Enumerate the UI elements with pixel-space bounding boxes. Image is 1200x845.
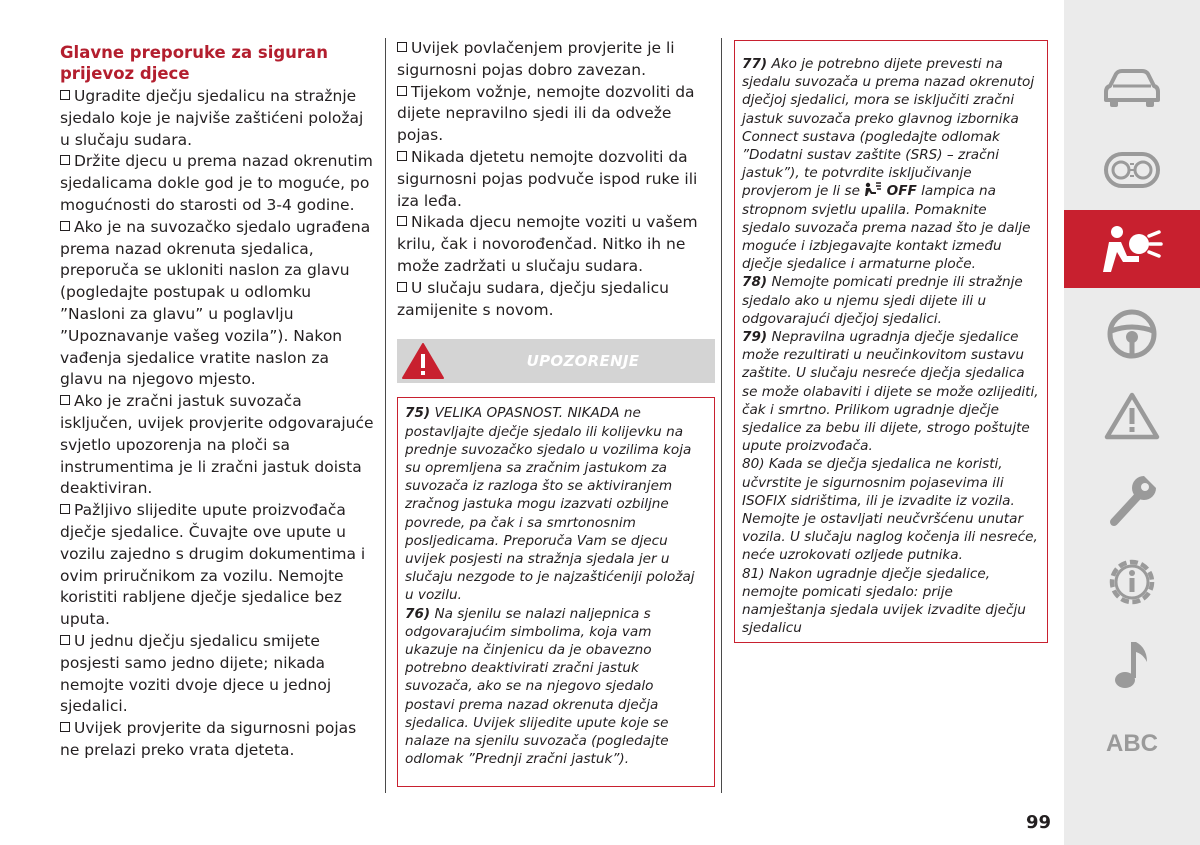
bullet-item: Ako je zračni jastuk suvozača isključen, uvijek provjerite odgovarajuće svjetlo upozorenja na ploči sa instrumentima je li zračni jastuk doista deaktiviran. [60, 392, 374, 498]
column-3 [734, 40, 1048, 643]
page-number: 99 [1026, 812, 1052, 833]
checkbox-bullet-icon [60, 155, 70, 165]
checkbox-bullet-icon [397, 86, 407, 96]
info-gear-icon[interactable] [1090, 540, 1174, 624]
column-1 [60, 38, 375, 762]
bullet-item: Nikada djetetu nemojte dozvoliti da sigurnosni pojas podvuče ispod ruke ili iza leđa. [397, 147, 698, 210]
passenger-airbag-off-icon [864, 182, 882, 197]
column-2 [397, 38, 715, 787]
airbag-safety-icon[interactable] [1090, 208, 1174, 292]
checkbox-bullet-icon [60, 722, 70, 732]
music-note-icon[interactable] [1090, 622, 1174, 706]
warning-notes-box [734, 40, 1048, 643]
checkbox-bullet-icon [397, 42, 407, 52]
warning-notes-box [397, 397, 715, 787]
bullet-item: Držite djecu u prema nazad okrenutim sjedalicama dokle god je to moguće, po mogućnosti do starosti od 3-4 godine. [60, 152, 373, 214]
checkbox-bullet-icon [60, 635, 70, 645]
checkbox-bullet-icon [397, 282, 407, 292]
warning-note: 80) Kada se dječja sjedalica ne koristi, učvrstite je sigurnosnim pojasevima ili ISOFIX sidrištima, ili je izvadite iz vozila. Nemojte je ostavljati neučvršćenu unutar vozila. U slučaju naglog kočenja ili nesreće, neće uzrokovati ozljede putnika. [742, 456, 1038, 564]
bullet-list-2 [397, 38, 715, 321]
warning-note: 79) Nepravilna ugradnja dječje sjedalice može rezultirati u neučinkovitom sustavu zaštite. U slučaju nesreće dječja sjedalica se može olabaviti i dijete se može ozlijediti, čak i smrtno. Prilikom ugradnje dječje sjedalice za bebu ili dijete, strogo poštujte upute proizvođača. [742, 329, 1039, 455]
bullet-item: Ako je na suvozačko sjedalo ugrađena prema nazad okrenuta sjedalica, preporuča se ukloniti naslon za glavu (pogledajte postupak u odlomku ”Nasloni za glavu” u poglavlju ”Upoznavanje vašeg vozila”). Nakon vađenja sjedalice vratite naslon za glavu na njegovo mjesto. [60, 217, 371, 389]
column-divider [721, 38, 722, 793]
bullet-item: Nikada djecu nemojte voziti u vašem krilu, čak i novorođenčad. Nitko ih ne može zadržati u slučaju sudara. [397, 213, 698, 275]
section-heading: Glavne preporuke za siguran prijevoz djece [60, 43, 328, 83]
bullet-item: Uvijek provjerite da sigurnosni pojas ne prelazi preko vrata djeteta. [60, 719, 357, 759]
checkbox-bullet-icon [60, 504, 70, 514]
checkbox-bullet-icon [60, 90, 70, 100]
warning-note: 77) Ako je potrebno dijete prevesti na sjedalu suvozača u prema nazad okrenutoj dječjoj sjedalici, mora se isključiti zračni jastuk suvozača preko glavnog izbornika Connect sustava (pogledajte odlomak ”Dodatni sustav zaštite (SRS) – zračni jastuk”), te potvrdite isključivanje provjerom je li se OFF lampica na stropnom svjetlu upalila. Pomaknite sjedalo suvozača prema nazad što je dalje moguće i izbjegavajte kontakt između dječje sjedalice i armaturne ploče. [742, 56, 1035, 273]
column-divider [385, 38, 386, 793]
checkbox-bullet-icon [397, 216, 407, 226]
warning-note: 81) Nakon ugradnje dječje sjedalice, nemojte pomicati sjedalo: prije namještanja sjedala uvijek izvadite dječju sjedalicu [742, 565, 1026, 637]
abc-index-button[interactable]: ABC [1106, 730, 1158, 757]
warning-note: 75) VELIKA OPASNOST. NIKADA ne postavljajte dječje sjedalo ili kolijevku na prednje suvozačko sjedalo u vozilima koja su opremljena sa zračnim jastukom za suvozača iz razloga što se aktiviranjem zračnog jastuka mogu izazvati ozbiljne povrede, pa čak i sa smrtonosnim posljedicama. Preporuča Vam se djecu uvijek posjesti na stražnja sjedala jer u slučaju nezgode to je najzaštićeniji položaj u vozilu. [405, 405, 695, 604]
checkbox-bullet-icon [397, 151, 407, 161]
warning-note: 78) Nemojte pomicati prednje ili stražnje sjedalo ako u njemu sjedi dijete ili u odgovarajući dječjoj sjedalici. [742, 274, 1023, 327]
warning-header [397, 339, 715, 383]
bullet-item: U slučaju sudara, dječju sjedalicu zamijenite s novom. [397, 278, 669, 319]
bullet-item: U jednu dječju sjedalicu smijete posjesti samo jedno dijete; nikada nemojte voziti dvoje djece u jednoj sjedalici. [60, 631, 332, 716]
steering-wheel-icon[interactable] [1090, 292, 1174, 376]
bullet-item: Pažljivo slijedite upute proizvođača dječje sjedalice. Čuvajte ove upute u vozilu zajedno s drugim dokumentima i ovim priručnikom za vozilu. Nemojte koristiti rabljene dječje sjedalice bez uputa. [60, 501, 366, 629]
bullet-item: Ugradite dječju sjedalicu na stražnje sjedalo koje je najviše zaštićeni položaj u slučaju sudara. [60, 87, 364, 149]
car-icon[interactable] [1090, 46, 1174, 130]
bullet-list-1 [60, 86, 375, 762]
bullet-item: Uvijek povlačenjem provjerite je li sigurnosni pojas dobro zavezan. [397, 39, 675, 79]
instrument-cluster-icon[interactable] [1090, 128, 1174, 212]
checkbox-bullet-icon [60, 395, 70, 405]
bullet-item: Tijekom vožnje, nemojte dozvoliti da dijete nepravilno sjedi ili da odveže pojas. [397, 82, 695, 145]
warning-title: UPOZORENJE [526, 352, 640, 371]
chapter-sidebar [1064, 0, 1200, 845]
warning-triangle-icon[interactable] [1090, 374, 1174, 458]
warning-note: 76) Na sjenilu se nalazi naljepnica s odgovarajućim simbolima, koja vam ukazuje na činjenicu da je obavezno potrebno deaktivirati zračni jastuk suvozača, ako se na njegovo sjedalo postavi prema nazad okrenuta dječja sjedalica. Uvijek slijedite upute koje se nalaze na sjenilu suvozača (pogledajte odlomak ”Prednji zračni jastuk”). [405, 605, 669, 768]
checkbox-bullet-icon [60, 221, 70, 231]
wrench-icon[interactable] [1090, 458, 1174, 542]
